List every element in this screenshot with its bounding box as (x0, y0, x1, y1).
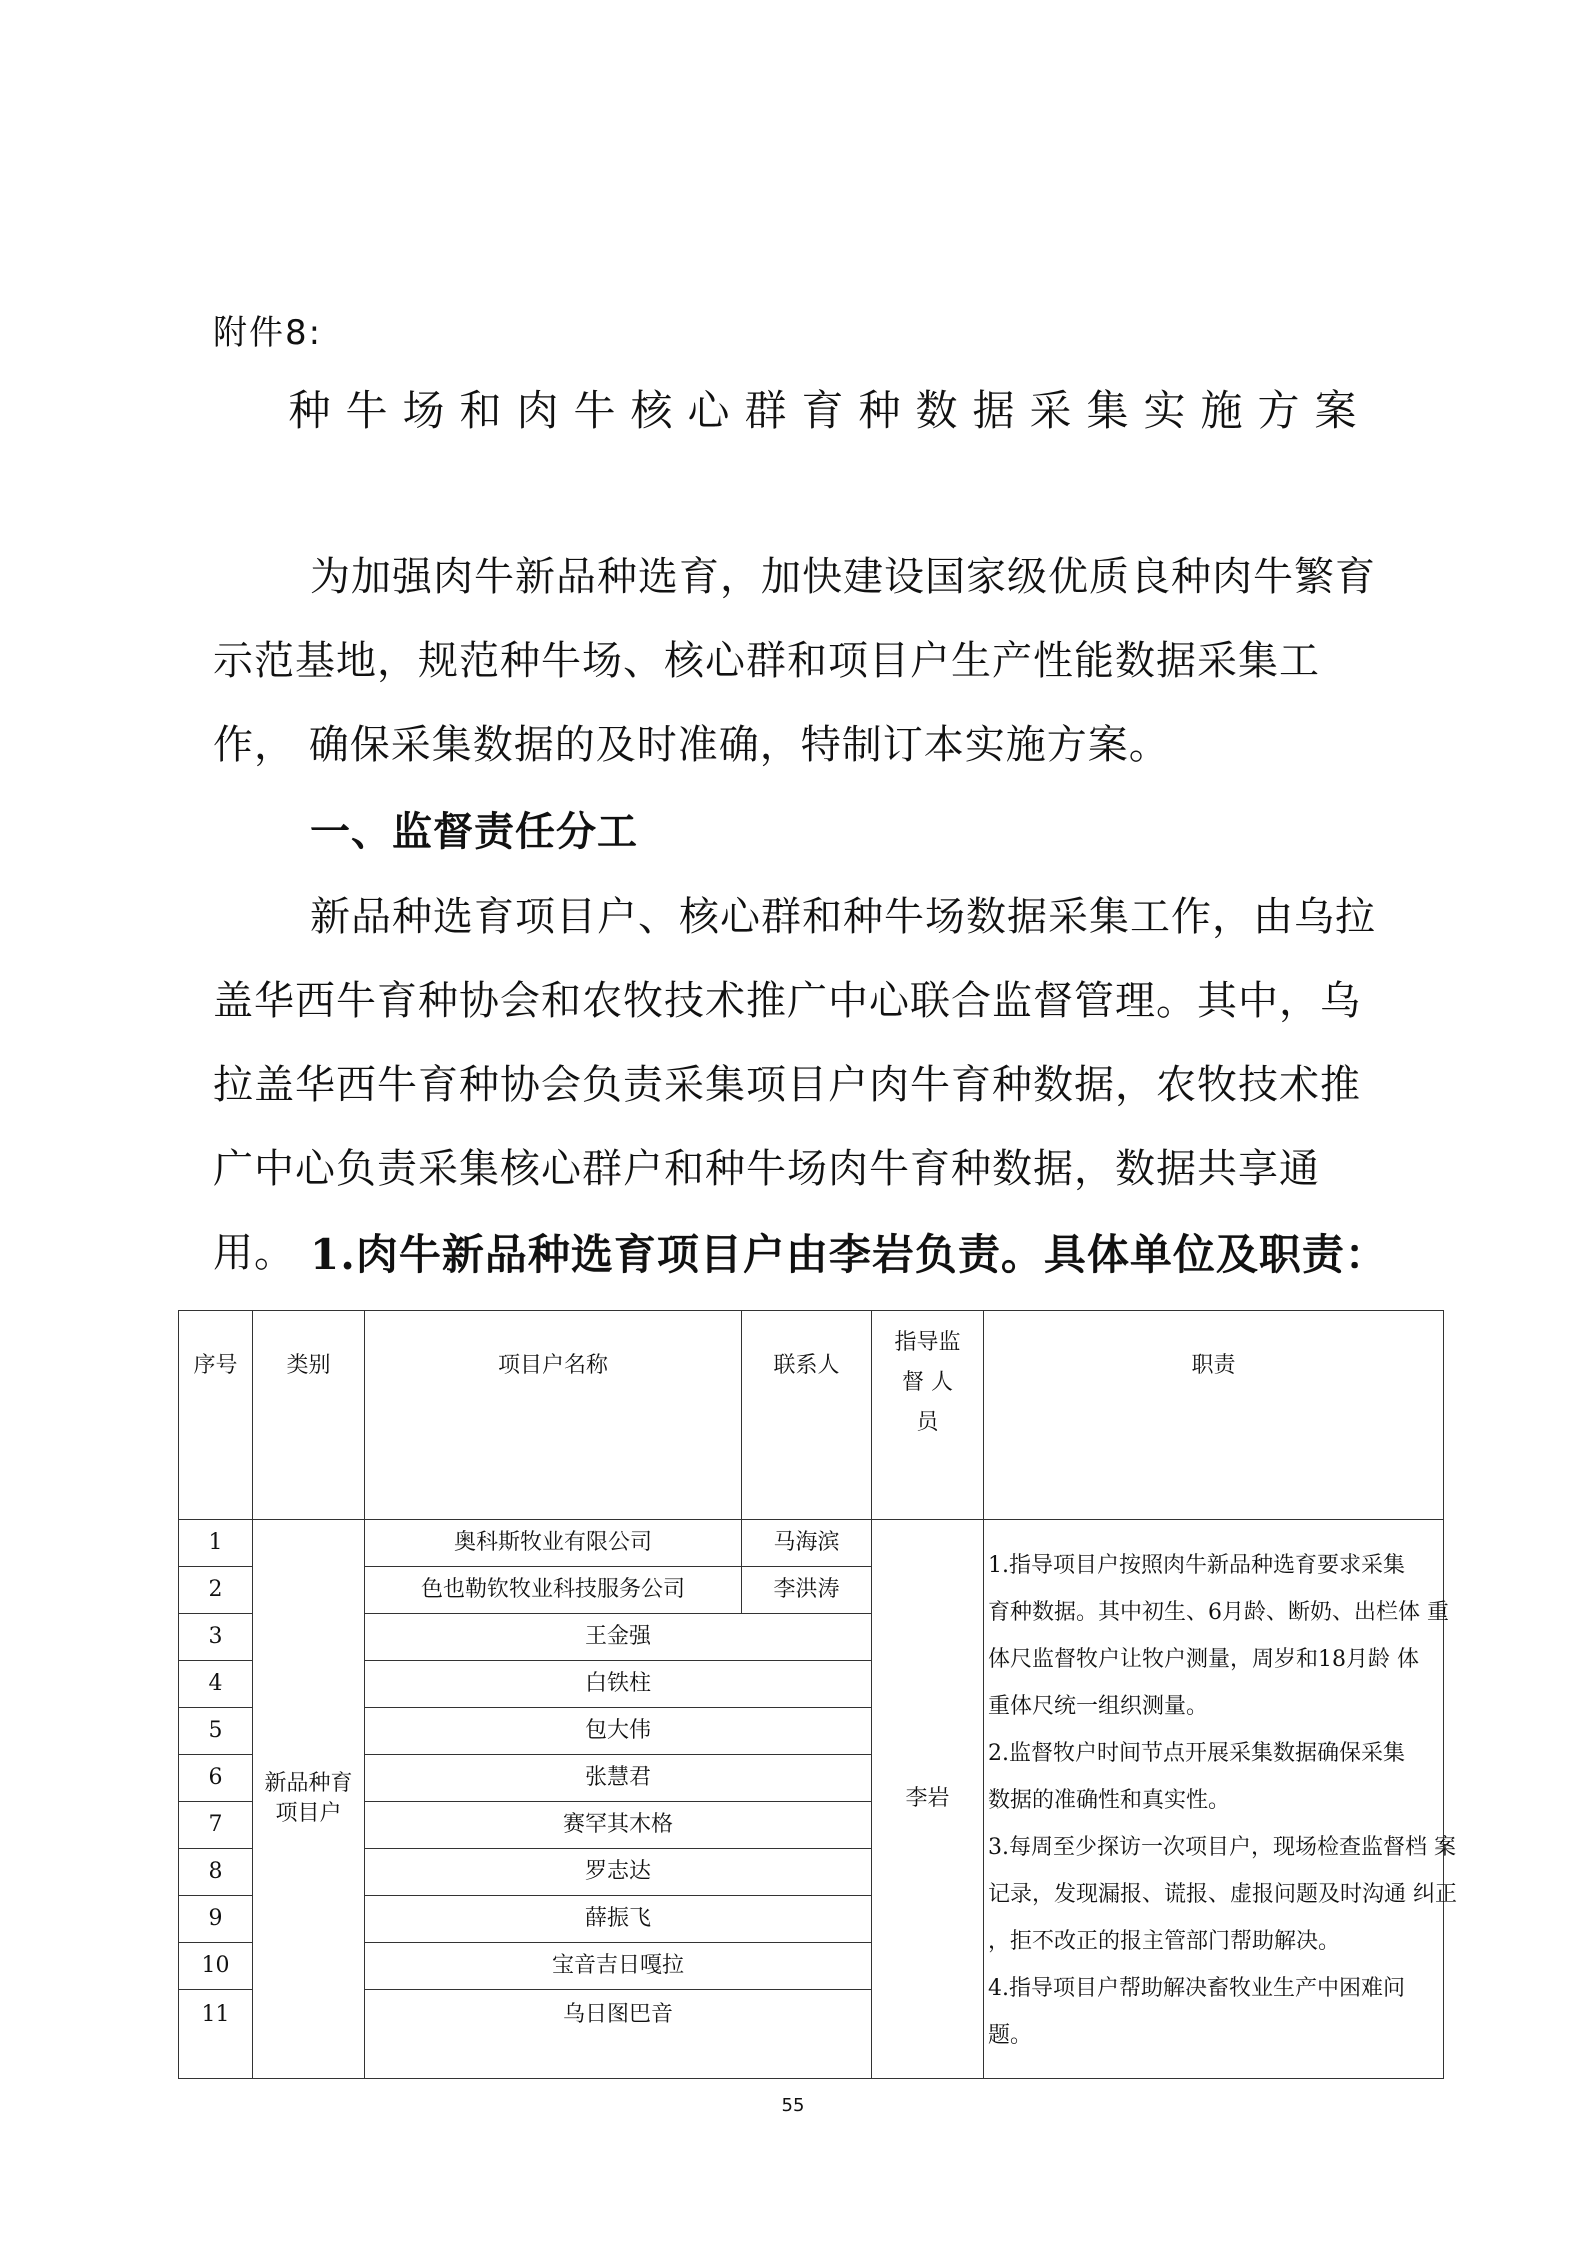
row-index: 10 (179, 1943, 253, 1990)
document-title: 种牛场和肉牛核心群育种数据采集实施方案 (288, 386, 1372, 435)
row-name: 张慧君 (365, 1755, 872, 1802)
row-name: 奥科斯牧业有限公司 (365, 1520, 742, 1567)
row-index: 3 (179, 1614, 253, 1661)
row-index: 9 (179, 1896, 253, 1943)
header-guide (872, 1311, 984, 1520)
header-index: 序号 (179, 1311, 253, 1520)
section-paragraph: 新品种选育项目户、核心群和种牛场数据采集工作，由乌拉 盖华西牛育种协会和农牧技术推广中心联合监督管理。其中，乌 拉盖华西牛育种协会负责采集项目户肉牛育种数据，农牧技术推 广中心负责采集核心群户和种牛场肉牛育种数据，数据共享通 用。 (213, 894, 1376, 1276)
duty-line: 题。 (988, 2023, 1033, 2048)
row-name: 赛罕其木格 (365, 1802, 872, 1849)
header-guide-line: 督 人 (902, 1370, 953, 1395)
header-contact: 联系人 (742, 1311, 872, 1520)
row-name: 王金强 (365, 1614, 872, 1661)
row-name: 罗志达 (365, 1849, 872, 1896)
row-index: 11 (179, 1990, 253, 2079)
row-contact: 马海滨 (742, 1520, 872, 1567)
supervisor-cell: 李岩 (872, 1520, 984, 2079)
duty-line: 育种数据。其中初生、6月龄、断奶、出栏体 重 (988, 1600, 1449, 1625)
duty-cell (984, 1520, 1457, 2079)
duty-line: 数据的准确性和真实性。 (988, 1788, 1231, 1813)
row-index: 1 (179, 1520, 253, 1567)
duty-line: 2.监督牧户时间节点开展采集数据确保采集 (988, 1741, 1405, 1766)
header-guide-line: 指导监 (894, 1330, 961, 1355)
row-index: 6 (179, 1755, 253, 1802)
category-line: 新品种育 (264, 1771, 353, 1796)
table-row (179, 1520, 1444, 1567)
header-guide-line: 员 (916, 1410, 939, 1435)
row-name: 包大伟 (365, 1708, 872, 1755)
subsection-heading: 1.肉牛新品种选育项目户由李岩负责。具体单位及职责： (310, 1230, 1388, 1279)
header-category: 类别 (253, 1311, 365, 1520)
duty-line: 4.指导项目户帮助解决畜牧业生产中困难问 (988, 1976, 1405, 2001)
header-name: 项目户名称 (365, 1311, 742, 1520)
intro-paragraph: 为加强肉牛新品种选育，加快建设国家级优质良种肉牛繁育 示范基地，规范种牛场、核心群和项目户生产性能数据采集工作， 确保采集数据的及时准确，特制订本实施方案。 (213, 554, 1376, 768)
category-line: 项目户 (275, 1801, 342, 1826)
row-contact: 李洪涛 (742, 1567, 872, 1614)
header-duty: 职责 (984, 1311, 1444, 1520)
duty-line: 3.每周至少探访一次项目户，现场检查监督档 案 (988, 1835, 1456, 1860)
row-name: 乌日图巴音 (365, 1990, 872, 2079)
row-name: 色也勒钦牧业科技服务公司 (365, 1567, 742, 1614)
row-name: 白铁柱 (365, 1661, 872, 1708)
row-index: 8 (179, 1849, 253, 1896)
duty-line: 体尺监督牧户让牧户测量，周岁和18月龄 体 (988, 1647, 1419, 1672)
row-name: 薛振飞 (365, 1896, 872, 1943)
duty-line: 重体尺统一组织测量。 (988, 1694, 1209, 1719)
attachment-label: 附件8: (213, 313, 323, 353)
section-heading: 一、监督责任分工 (310, 809, 638, 855)
duty-line: ，拒不改正的报主管部门帮助解决。 (988, 1929, 1341, 1954)
duty-line: 1.指导项目户按照肉牛新品种选育要求采集 (988, 1553, 1405, 1578)
row-index: 2 (179, 1567, 253, 1614)
row-index: 7 (179, 1802, 253, 1849)
duty-line: 记录，发现漏报、谎报、虚报问题及时沟通 纠正 (988, 1882, 1457, 1907)
duty-table (178, 1310, 1457, 2079)
row-index: 4 (179, 1661, 253, 1708)
table-header-row (179, 1311, 1444, 1520)
row-index: 5 (179, 1708, 253, 1755)
page-number: 55 (781, 2095, 805, 2116)
category-cell (253, 1520, 365, 2079)
row-name: 宝音吉日嘎拉 (365, 1943, 872, 1990)
